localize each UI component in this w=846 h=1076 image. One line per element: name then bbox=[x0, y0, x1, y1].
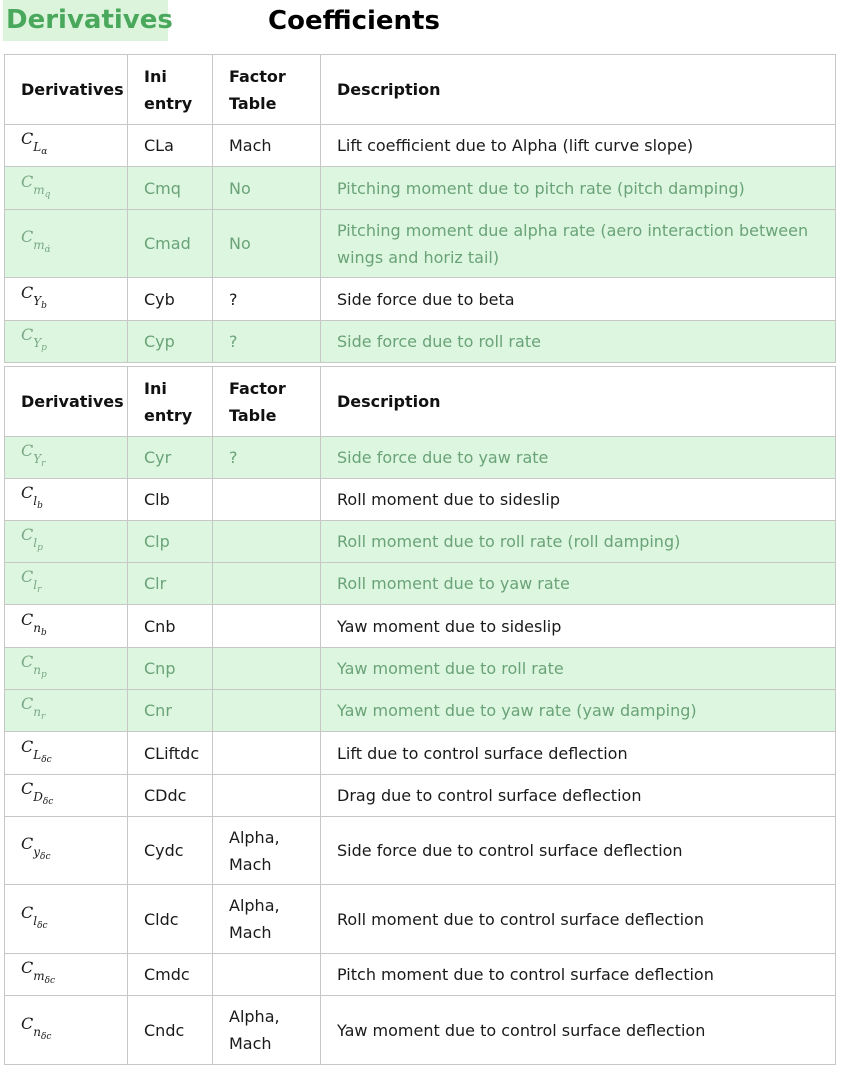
derivative-symbol: $C_{L_{\delta c}}$ bbox=[5, 732, 128, 775]
header-factor-table: Factor Table bbox=[213, 367, 321, 437]
description-cell: Yaw moment due to sideslip bbox=[321, 605, 836, 648]
factor-table-cell: Mach bbox=[213, 125, 321, 167]
ini-entry-cell: Cmad bbox=[128, 210, 213, 278]
description-cell: Lift coefficient due to Alpha (lift curve slope) bbox=[321, 125, 836, 167]
header bbox=[0, 0, 846, 46]
ini-entry-cell: Cldc bbox=[128, 885, 213, 954]
ini-entry-cell: CLa bbox=[128, 125, 213, 167]
ini-entry-cell: Clr bbox=[128, 563, 213, 605]
ini-entry-cell: Cyp bbox=[128, 321, 213, 363]
derivative-symbol: $C_{L_\alpha}$ bbox=[5, 125, 128, 167]
ini-entry-cell: CDdc bbox=[128, 775, 213, 817]
table-row bbox=[5, 817, 836, 885]
table-row bbox=[5, 321, 836, 363]
description-cell: Roll moment due to roll rate (roll damping) bbox=[321, 521, 836, 563]
derivative-symbol: $C_{m_q}$ bbox=[5, 167, 128, 210]
factor-table-cell bbox=[213, 775, 321, 817]
ini-entry-cell: Cnp bbox=[128, 648, 213, 690]
ini-entry-cell: Clp bbox=[128, 521, 213, 563]
derivative-symbol: $C_{m_{\alphȧ}}$ bbox=[5, 210, 128, 278]
ini-entry-cell: Cnr bbox=[128, 690, 213, 732]
ini-entry-cell: Cmdc bbox=[128, 954, 213, 996]
table-row bbox=[5, 605, 836, 648]
derivative-symbol: $C_{Y_b}$ bbox=[5, 278, 128, 321]
header-factor-table: Factor Table bbox=[213, 55, 321, 125]
derivative-symbol: $C_{l_r}$ bbox=[5, 563, 128, 605]
description-cell: Roll moment due to sideslip bbox=[321, 479, 836, 521]
table-row bbox=[5, 775, 836, 817]
ini-entry-cell: Cyr bbox=[128, 437, 213, 479]
table-row bbox=[5, 732, 836, 775]
ini-entry-cell: CLiftdc bbox=[128, 732, 213, 775]
description-cell: Side force due to roll rate bbox=[321, 321, 836, 363]
header-ini-entry: Ini entry bbox=[128, 367, 213, 437]
factor-table-cell: No bbox=[213, 210, 321, 278]
factor-table-cell: Alpha, Mach bbox=[213, 817, 321, 885]
table-row bbox=[5, 648, 836, 690]
ini-entry-cell: Cmq bbox=[128, 167, 213, 210]
table-row bbox=[5, 690, 836, 732]
factor-table-cell bbox=[213, 563, 321, 605]
description-cell: Lift due to control surface deflection bbox=[321, 732, 836, 775]
ini-entry-cell: Clb bbox=[128, 479, 213, 521]
ini-entry-cell: Cydc bbox=[128, 817, 213, 885]
derivatives-tab[interactable]: Derivatives bbox=[3, 0, 168, 41]
derivative-symbol: $C_{n_r}$ bbox=[5, 690, 128, 732]
ini-entry-cell: Cyb bbox=[128, 278, 213, 321]
description-cell: Yaw moment due to roll rate bbox=[321, 648, 836, 690]
header-description: Description bbox=[321, 55, 836, 125]
factor-table-cell: No bbox=[213, 167, 321, 210]
factor-table-cell bbox=[213, 605, 321, 648]
factor-table-cell: Alpha, Mach bbox=[213, 996, 321, 1065]
factor-table-cell bbox=[213, 732, 321, 775]
factor-table-cell: ? bbox=[213, 321, 321, 363]
derivative-symbol: $C_{D_{\delta c}}$ bbox=[5, 775, 128, 817]
derivative-symbol: $C_{m_{\delta c}}$ bbox=[5, 954, 128, 996]
factor-table-cell: ? bbox=[213, 437, 321, 479]
header-ini-entry: Ini entry bbox=[128, 55, 213, 125]
table-row bbox=[5, 278, 836, 321]
derivative-symbol: $C_{Y_r}$ bbox=[5, 437, 128, 479]
description-cell: Side force due to control surface deflection bbox=[321, 817, 836, 885]
table-row bbox=[5, 210, 836, 278]
table-row bbox=[5, 996, 836, 1065]
derivative-symbol: $C_{n_b}$ bbox=[5, 605, 128, 648]
factor-table-cell bbox=[213, 648, 321, 690]
derivative-symbol: $C_{l_p}$ bbox=[5, 521, 128, 563]
description-cell: Roll moment due to control surface deflection bbox=[321, 885, 836, 954]
derivative-symbol: $C_{l_b}$ bbox=[5, 479, 128, 521]
factor-table-cell bbox=[213, 954, 321, 996]
table-row bbox=[5, 125, 836, 167]
coefficients-table-1 bbox=[4, 54, 836, 363]
description-cell: Pitching moment due alpha rate (aero interaction between wings and horiz tail) bbox=[321, 210, 836, 278]
description-cell: Yaw moment due to control surface deflection bbox=[321, 996, 836, 1065]
header-derivatives: Derivatives bbox=[5, 55, 128, 125]
factor-table-cell bbox=[213, 521, 321, 563]
description-cell: Side force due to yaw rate bbox=[321, 437, 836, 479]
table-row bbox=[5, 954, 836, 996]
ini-entry-cell: Cndc bbox=[128, 996, 213, 1065]
table-header-row bbox=[5, 367, 836, 437]
derivative-symbol: $C_{n_{\delta c}}$ bbox=[5, 996, 128, 1065]
description-cell: Pitch moment due to control surface deflection bbox=[321, 954, 836, 996]
derivative-symbol: $C_{y_{\delta c}}$ bbox=[5, 817, 128, 885]
description-cell: Pitching moment due to pitch rate (pitch damping) bbox=[321, 167, 836, 210]
factor-table-cell bbox=[213, 690, 321, 732]
ini-entry-cell: Cnb bbox=[128, 605, 213, 648]
derivative-symbol: $C_{n_p}$ bbox=[5, 648, 128, 690]
factor-table-cell: Alpha, Mach bbox=[213, 885, 321, 954]
description-cell: Side force due to beta bbox=[321, 278, 836, 321]
description-cell: Roll moment due to yaw rate bbox=[321, 563, 836, 605]
table-row bbox=[5, 479, 836, 521]
description-cell: Drag due to control surface deflection bbox=[321, 775, 836, 817]
table-row bbox=[5, 885, 836, 954]
table-row bbox=[5, 563, 836, 605]
factor-table-cell bbox=[213, 479, 321, 521]
derivative-symbol: $C_{l_{\delta c}}$ bbox=[5, 885, 128, 954]
table-row bbox=[5, 167, 836, 210]
table-header-row bbox=[5, 55, 836, 125]
table-row bbox=[5, 521, 836, 563]
description-cell: Yaw moment due to yaw rate (yaw damping) bbox=[321, 690, 836, 732]
header-derivatives: Derivatives bbox=[5, 367, 128, 437]
factor-table-cell: ? bbox=[213, 278, 321, 321]
page-title: Coefficients bbox=[268, 6, 440, 36]
table-row bbox=[5, 437, 836, 479]
header-description: Description bbox=[321, 367, 836, 437]
derivative-symbol: $C_{Y_p}$ bbox=[5, 321, 128, 363]
coefficients-table-2 bbox=[4, 366, 836, 1065]
